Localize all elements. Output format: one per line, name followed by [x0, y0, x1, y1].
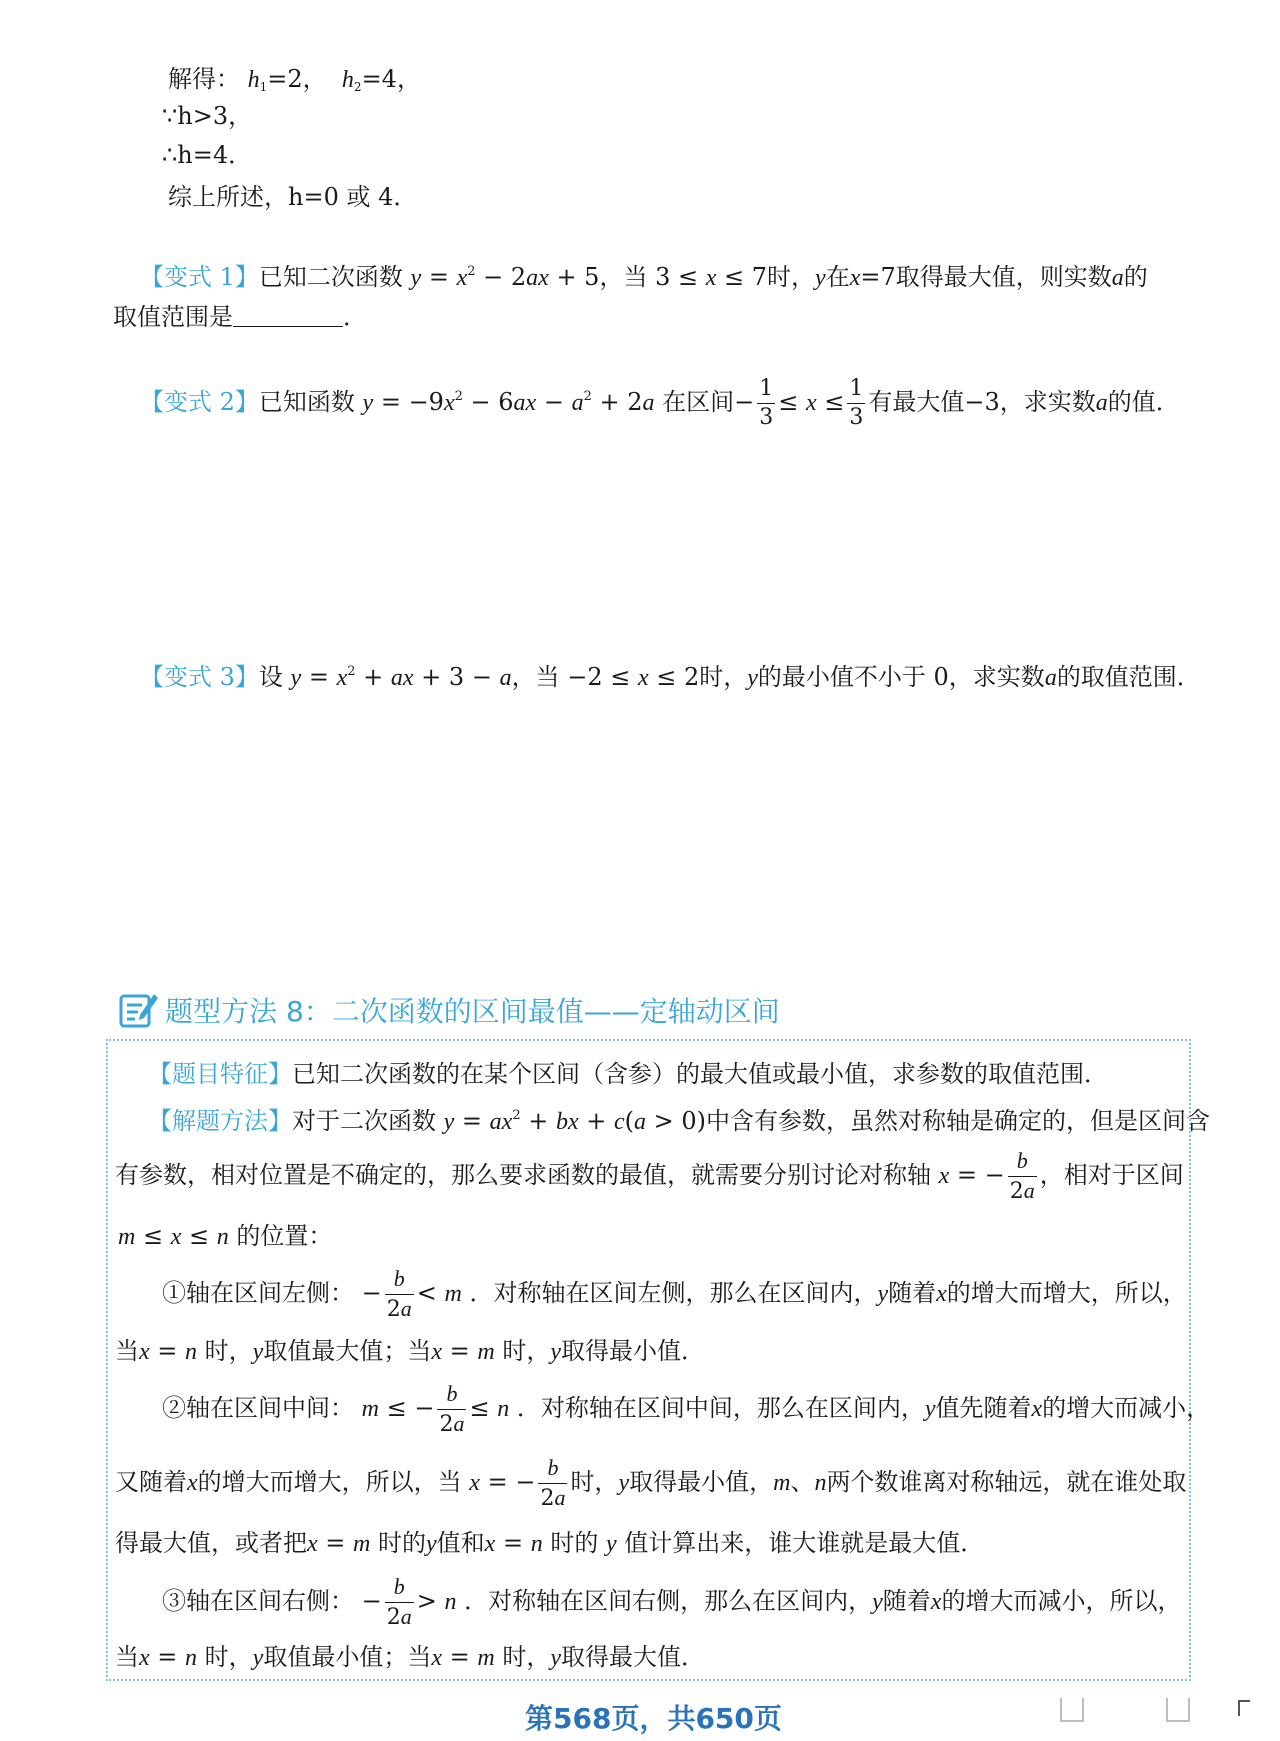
- solution-line-2: ∵h>3，: [162, 102, 253, 130]
- method-title: 题型方法 8：二次函数的区间最值——定轴动区间: [165, 995, 780, 1028]
- solution-line-1: 解得： $h_1=2$， $h_2=4$，: [168, 65, 421, 94]
- method-approach-line-1: 【解题方法】对于二次函数 $y = ax^2$ + bx + c(a > 0)中含有参数，虽然对称轴是确定的，但是区间含: [148, 1107, 1211, 1135]
- variant-3-function: $y = x^2$ + ax + 3 − a: [290, 663, 512, 691]
- case-2-line-1: ②轴在区间中间： m ≤ − $\frac{b}{2a}$ ≤ n ．对称轴在区间中间，那么在区间内，y值先随着x的增大而减小，: [162, 1381, 1211, 1437]
- variant-3-interval: −2 ≤ x ≤ 2: [567, 663, 700, 691]
- variant-2-label: 【变式 2】: [140, 388, 259, 416]
- case-1-line-1: ①轴在区间左侧： − $\frac{b}{2a}$ < m ．对称轴在区间左侧，那么在区间内，y随着x的增大而增大，所以，: [162, 1266, 1187, 1322]
- variant-1-label: 【变式 1】: [140, 263, 259, 291]
- variant-1-line-2: 取值范围是 ．: [113, 303, 367, 331]
- page-number: 第568页，共650页: [525, 1702, 782, 1735]
- variant-2-line: 【变式 2】已知函数 $y = -9x^2 - 6ax - a^2 + 2a$ 在区间− $\frac{1}{3}$ ≤ x ≤ $\frac{1}{3}$ 有最大值−3，求实数a的值．: [140, 376, 1180, 430]
- variant-2-function: $y = -9x^2 - 6ax - a^2 + 2a$: [362, 388, 655, 416]
- answer-blank[interactable]: [233, 306, 343, 327]
- method-feature: 【题目特征】已知二次函数的在某个区间（含参）的最大值或最小值，求参数的取值范围．: [148, 1060, 1108, 1088]
- case-2-vertex: x = − $\frac{b}{2a}$: [469, 1455, 566, 1511]
- general-quadratic: $y = ax^2$ + bx + c(a > 0): [443, 1107, 707, 1135]
- notebook-pen-icon: [118, 990, 160, 1030]
- variant-1-interval: 3 ≤ x ≤ 7: [655, 263, 768, 291]
- solution-h-values: $h_1=2$， $h_2=4$，: [247, 65, 421, 94]
- axis-formula: x = − $\frac{b}{2a}$: [938, 1148, 1035, 1204]
- method-approach-line-3: m ≤ x ≤ n 的位置：: [118, 1222, 333, 1250]
- case-2-condition: m ≤ − $\frac{b}{2a}$ ≤ n: [361, 1381, 510, 1437]
- variant-2-interval: − $\frac{1}{3}$ ≤ x ≤ $\frac{1}{3}$: [734, 376, 864, 430]
- case-2-line-2: 又随着x的增大而增大，所以，当 x = − $\frac{b}{2a}$ 时，y取得最小值，m、n两个数谁离对称轴远，就在谁处取: [115, 1455, 1187, 1511]
- method-header: [118, 990, 780, 1030]
- case-1-condition: − $\frac{b}{2a}$ < m: [361, 1266, 462, 1322]
- case-1-line-2: 当x = n 时，y取值最大值；当x = m 时，y取得最小值．: [115, 1337, 705, 1365]
- variant-1-line-1: 【变式 1】已知二次函数 $y = x^2 - 2ax + 5$，当 3 ≤ x ≤ 7时，y在x=7取得最大值，则实数a的: [140, 263, 1148, 291]
- solution-line-3: ∴h=4．: [162, 141, 253, 169]
- feature-label: 【题目特征】: [148, 1060, 292, 1088]
- solution-line-4: 综上所述，h=0 或 4．: [168, 183, 418, 211]
- approach-label: 【解题方法】: [148, 1107, 292, 1135]
- variant-1-function: $y = x^2 - 2ax + 5$: [410, 263, 600, 291]
- case-2-line-3: 得最大值，或者把x = m 时的y值和x = n 时的 y 值计算出来，谁大谁就是最大值．: [115, 1529, 985, 1557]
- case-3-line-1: ③轴在区间右侧： − $\frac{b}{2a}$ > n ．对称轴在区间右侧，那么在区间内，y随着x的增大而减小，所以，: [162, 1574, 1182, 1630]
- method-approach-line-2: 有参数，相对位置是不确定的，那么要求函数的最值，就需要分别讨论对称轴 x = − $\frac{b}{2a}$ ，相对于区间: [115, 1148, 1184, 1204]
- case-3-condition: − $\frac{b}{2a}$ > n: [361, 1574, 457, 1630]
- corner-mark-edge: [1238, 1700, 1250, 1716]
- corner-mark-left: [1060, 1698, 1084, 1722]
- variant-3-label: 【变式 3】: [140, 663, 259, 691]
- case-3-line-2: 当x = n 时，y取值最小值；当x = m 时，y取得最大值．: [115, 1643, 705, 1671]
- interval-mn: m ≤ x ≤ n: [118, 1222, 229, 1250]
- variant-3-line: 【变式 3】设 $y = x^2$ + ax + 3 − a，当 −2 ≤ x ≤ 2时，y的最小值不小于 0，求实数a的取值范围．: [140, 663, 1201, 691]
- corner-mark-right: [1166, 1698, 1190, 1722]
